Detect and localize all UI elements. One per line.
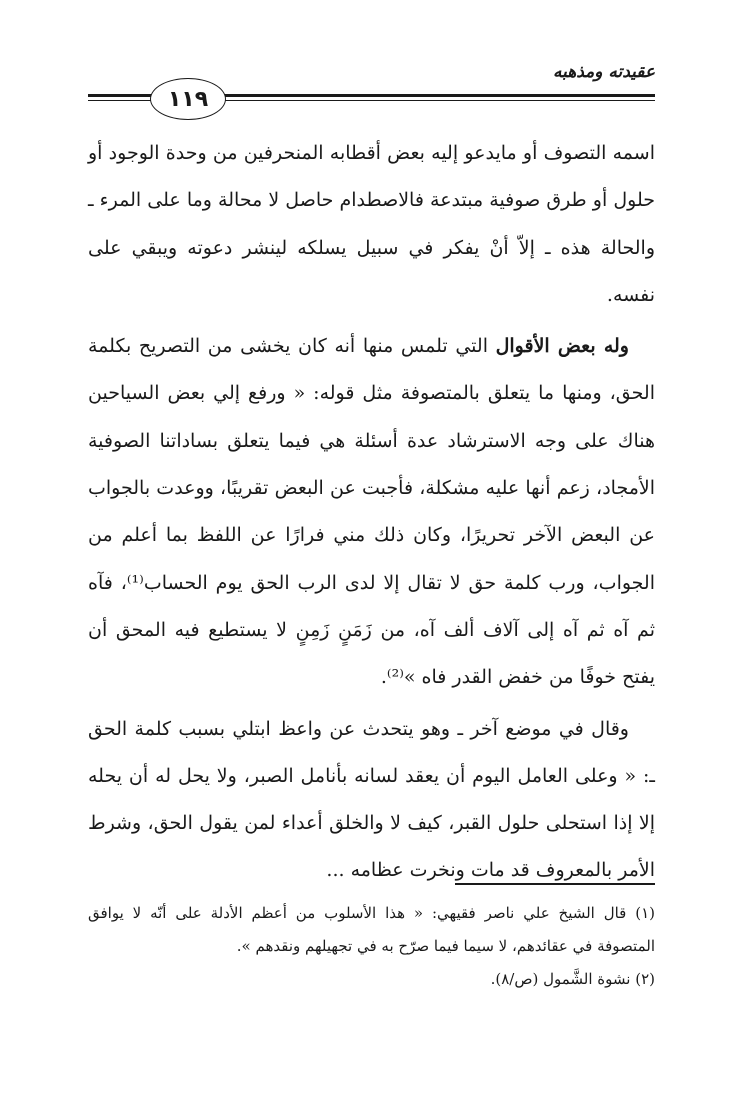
paragraph-2: [88, 323, 655, 701]
paragraph-1: اسمه التصوف أو مايدعو إليه بعض أقطابه المنحرفين من وحدة الوجود أو حلول أو طرق صوفية مبتدعة فالاصطدام حاصل لا محالة وما على المرء ـ والحالة هذه ـ إلاّ أنْ يفكر في سبيل يسلكه لينشر دعوته ويبقي على نفسه.: [88, 142, 655, 306]
paragraph-2-text: التي تلمس منها أنه كان يخشى من التصريح بكلمة الحق، ومنها ما يتعلق بالمتصوفة مثل قوله: « ورفع إلي بعض السياحين هناك على وجه الاسترشاد عدة أسئلة هي فيما يتعلق بساداتنا الصوفية الأمجاد، زعم أنها عليه مشكلة، فأجبت عن البعض تقريبًا، ووعدت بالجواب عن البعض الآخر تحريرًا، وكان ذلك مني فرارًا عن اللفظ بما أعلم من الجواب، ورب كلمة حق لا تقال إلا لدى الرب الحق يوم الحساب⁽¹⁾، فآه ثم آه ثم آه إلى آلاف ألف آه، من زَمَنٍ زَمِنٍ لا يستطيع فيه المحق أن يفتح خوفًا من خفض القدر فاه »⁽²⁾.: [88, 335, 655, 689]
main-text: [88, 130, 655, 895]
footnote-2: (٢) نشوة الشَّمول (ص/٨).: [490, 970, 655, 988]
paragraph-2-lead: وله بعض الأقوال: [495, 335, 629, 358]
footnote-divider: [455, 883, 655, 885]
paragraph-3: وقال في موضع آخر ـ وهو يتحدث عن واعظ ابتلي بسبب كلمة الحق ـ: « وعلى العامل اليوم أن يعقد لسانه بأنامل الصبر، ولا يحل له أن يحله إلا إذا استحلى حلول القبر، كيف لا والخلق أعداء لمن يقول الحق، وشرط الأمر بالمعروف قد مات ونخرت عظامه ...: [88, 717, 655, 882]
footnotes: [88, 897, 655, 996]
running-title: عقيدته ومذهبه: [552, 62, 655, 82]
footnote-1: (١) قال الشيخ علي ناصر فقيهي: « هذا الأسلوب من أعظم الأدلة على أنّه لا يوافق المتصوفة في عقائدهم، لا سيما فيما صرّح به في تجهيلهم ونقدهم ».: [88, 904, 655, 955]
page-number: ١١٩: [150, 78, 226, 120]
